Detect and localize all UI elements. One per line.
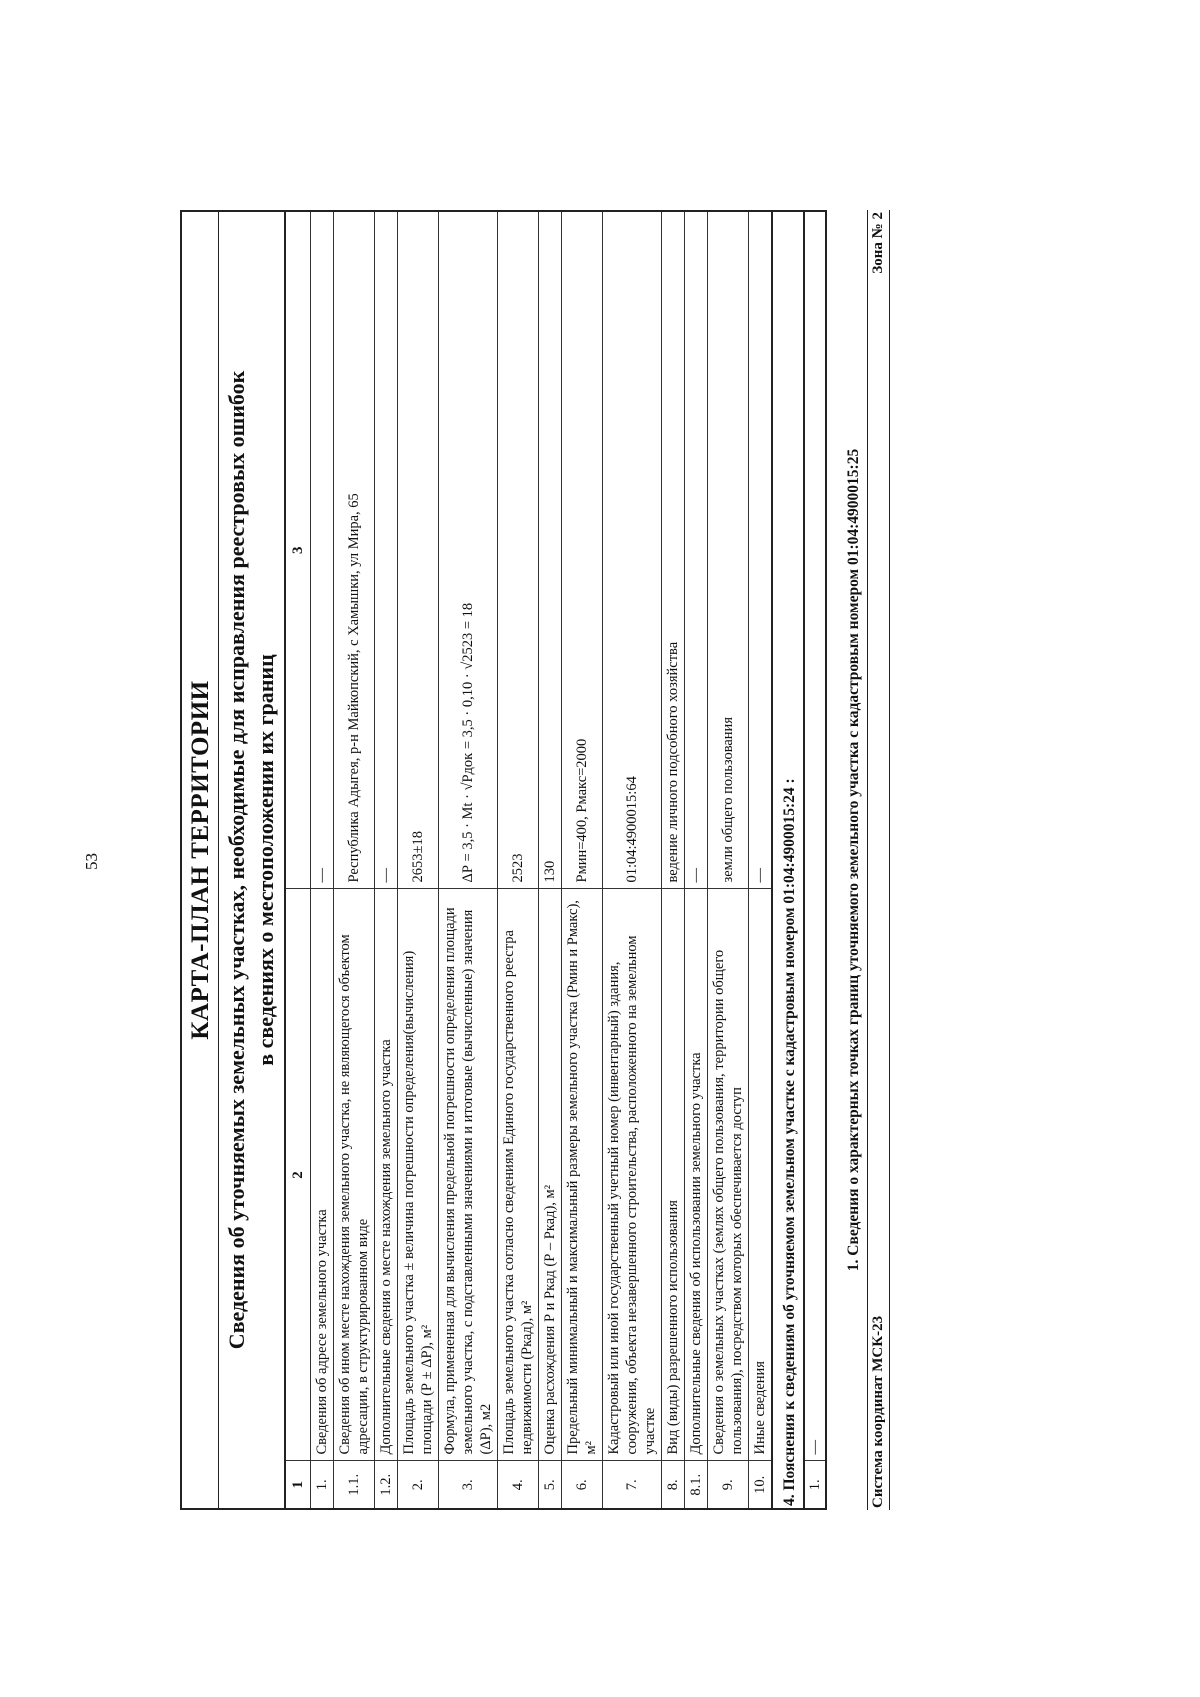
row-value: Рмин=400, Рмакс=2000 xyxy=(562,211,603,889)
subtitle xyxy=(219,212,284,1508)
row-label: Дополнительные сведения об использовании земельного участка xyxy=(685,889,708,1461)
table-row xyxy=(749,211,773,1509)
table-row xyxy=(398,211,439,1509)
coordinate-system: Система координат МСК-23 xyxy=(870,1315,886,1508)
table-row xyxy=(562,211,603,1509)
notes-table xyxy=(803,210,827,1510)
subtitle-line-1: Сведения об уточняемых земельных участках, необходимые для исправления реестровых ошибок xyxy=(224,370,249,1350)
table-row xyxy=(603,211,662,1509)
table-row xyxy=(375,211,398,1509)
table-row xyxy=(498,211,539,1509)
table-row xyxy=(334,211,375,1509)
row-value: 2523 xyxy=(498,211,539,889)
row-number: 1.1. xyxy=(334,1461,375,1509)
rotated-document xyxy=(180,210,900,1510)
row-label: Сведения о земельных участках (землях общего пользования, территории общего пользования), посредством которых обеспечивается доступ xyxy=(708,889,749,1461)
row-value: — xyxy=(749,211,773,889)
row-label: Иные сведения xyxy=(749,889,773,1461)
row-number: 6. xyxy=(562,1461,603,1509)
table-row xyxy=(685,211,708,1509)
row-label: Площадь земельного участка согласно сведениям Единого государственного реестра недвижимости (Ркад), м² xyxy=(498,889,539,1461)
subtitle-line-2: в сведениях о местоположении их границ xyxy=(253,654,278,1066)
table-row xyxy=(662,211,685,1509)
row-value: Республика Адыгея, р-н Майкопский, с Хамышки, ул Мира, 65 xyxy=(334,211,375,889)
row-label: Сведения об адресе земельного участка xyxy=(311,889,334,1461)
row-label: Кадастровый или иной государственный учетный номер (инвентарный) здания, сооружения, объекта незавершенного строительства, расположенного на земельном участке xyxy=(603,889,662,1461)
row-value: ведение личного подсобного хозяйства xyxy=(662,211,685,889)
row-number: 8. xyxy=(662,1461,685,1509)
row-label: Дополнительные сведения о месте нахождения земельного участка xyxy=(375,889,398,1461)
row-number: 3. xyxy=(439,1461,498,1509)
points-heading: 1. Сведения о характерных точках границ уточняемого земельного участка с кадастровым номером 01:04:4900015:25 xyxy=(845,448,862,1272)
row-value: 130 xyxy=(539,211,562,889)
table-row xyxy=(804,211,826,1509)
table-row xyxy=(311,211,334,1509)
row-value: — xyxy=(311,211,334,889)
row-number: 7. xyxy=(603,1461,662,1509)
row-number: 2. xyxy=(398,1461,439,1509)
row-label: Формула, примененная для вычисления предельной погрешности определения площади земельного участка, с подставленными значениями и итоговые (вычисленные) значения (ΔР), м2 xyxy=(439,889,498,1461)
row-label: Оценка расхождения Р и Ркад (Р – Ркад), м² xyxy=(539,889,562,1461)
row-number: 1.2. xyxy=(375,1461,398,1509)
note-text: — xyxy=(804,211,826,1461)
document-sheet xyxy=(180,210,900,1510)
info-table xyxy=(284,210,773,1510)
row-value: — xyxy=(375,211,398,889)
row-label: Вид (виды) разрешенного использования xyxy=(662,889,685,1461)
notes-heading: 4. Пояснения к сведениям об уточняемом земельном участке с кадастровым номером 01:04:4900015:24 : xyxy=(773,210,803,1510)
column-header: 1 xyxy=(285,1461,311,1509)
row-number: 8.1. xyxy=(685,1461,708,1509)
row-value: 01:04:4900015:64 xyxy=(603,211,662,889)
row-number: 5. xyxy=(539,1461,562,1509)
table-header-row xyxy=(285,211,311,1509)
table-row xyxy=(539,211,562,1509)
table-row xyxy=(708,211,749,1509)
row-number: 4. xyxy=(498,1461,539,1509)
row-number: 9. xyxy=(708,1461,749,1509)
column-header: 2 xyxy=(285,889,311,1461)
title-box xyxy=(180,210,284,1510)
row-number: 1. xyxy=(311,1461,334,1509)
page-title: КАРТА-ПЛАН ТЕРРИТОРИИ xyxy=(182,212,219,1508)
row-label: Сведения об ином месте нахождения земельного участка, не являющегося объектом адресации, в структурированном виде xyxy=(334,889,375,1461)
table-row xyxy=(439,211,498,1509)
coordinate-system-row xyxy=(867,210,890,1510)
spacer xyxy=(827,210,839,1510)
row-value: 2653±18 xyxy=(398,211,439,889)
row-label: Предельный минимальный и максимальный размеры земельного участка (Рмин и Рмакс), м² xyxy=(562,889,603,1461)
page-number: 53 xyxy=(82,853,101,870)
zone-label: Зона № 2 xyxy=(870,212,886,274)
column-header: 3 xyxy=(285,211,311,889)
row-label: Площадь земельного участка ± величина погрешности определения(вычисления) площади (Р ± ΔР), м² xyxy=(398,889,439,1461)
row-number: 10. xyxy=(749,1461,773,1509)
note-number: 1. xyxy=(804,1461,826,1509)
row-value: ΔР = 3,5 · Mt · √Pдок = 3,5 · 0,10 · √2523 = 18 xyxy=(439,211,498,889)
row-value: земли общего пользования xyxy=(708,211,749,889)
row-value: — xyxy=(685,211,708,889)
